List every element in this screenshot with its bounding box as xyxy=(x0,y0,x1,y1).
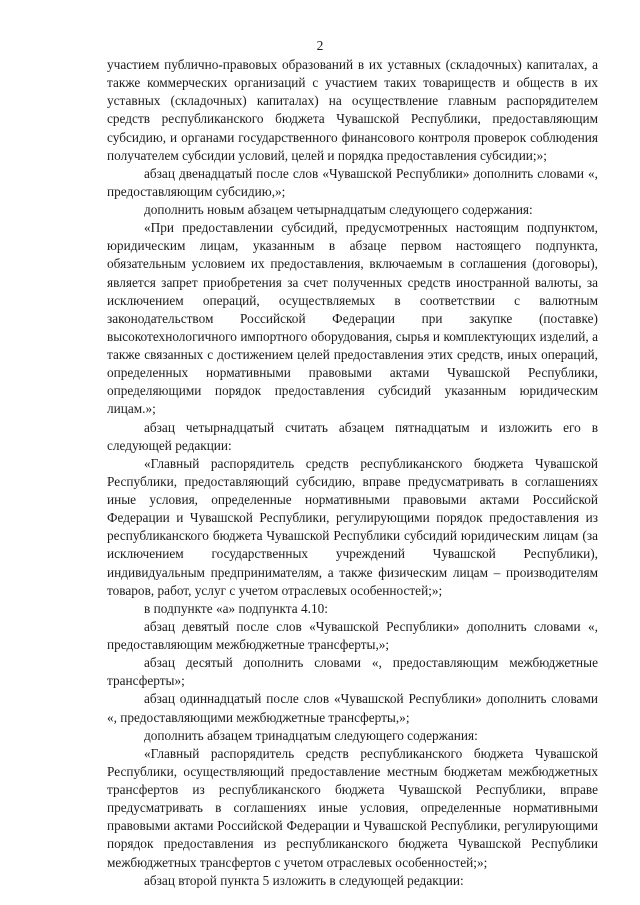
paragraph-continuation: участием публично-правовых образований в их уставных (складочных) капиталах, а также коммерческих организаций с участием таких товариществ и обществ в их уставных (складочных) капиталах) на осуществление главным распорядителем средств республиканского бюджета Чувашской Республики, предоставляющим субсидию, и органами государственного финансового контроля проверок соблюдения получателем субсидии условий, целей и порядка предоставления субсидии;»; xyxy=(107,57,598,163)
paragraph-abzac-9: абзац девятый после слов «Чувашской Республики» дополнить словами «, предоставляющим межбюджетные трансферты,»; xyxy=(107,618,598,652)
document-body xyxy=(107,56,598,890)
paragraph-amendment-abzac-12: абзац двенадцатый после слов «Чувашской Республики» дополнить словами «, предоставляющим субсидию,»; xyxy=(107,165,598,199)
paragraph-quote-subsidies: «При предоставлении субсидий, предусмотренных настоящим подпунктом, юридическим лицам, указанным в абзаце первом настоящего подпункта, обязательным условием их предоставления, включаемым в соглашения (договоры), является запрет приобретения за счет полученных средств иностранной валюты, за исключением операций, осуществляемых в соответствии с валютным законодательством Российской Федерации при закупке (поставке) высокотехнологичного импортного оборудования, сырья и комплектующих изделий, а также связанных с достижением целей предоставления этих средств, иных операций, определенных нормативными правовыми актами Чувашской Республики, определяющими порядок предоставления субсидий указанным юридическим лицам.»; xyxy=(107,220,598,417)
paragraph-abzac-10: абзац десятый дополнить словами «, предоставляющим межбюджетные трансферты»; xyxy=(107,655,598,689)
page-number: 2 xyxy=(316,38,324,53)
paragraph-add-abzac-13: дополнить абзацем тринадцатым следующего содержания: xyxy=(144,727,478,743)
paragraph-add-abzac-14: дополнить новым абзацем четырнадцатым следующего содержания: xyxy=(144,202,533,217)
paragraph-abzac-11: абзац одиннадцатый после слов «Чувашской Республики» дополнить словами «, предоставляющими межбюджетные трансферты,»; xyxy=(107,691,598,725)
paragraph-quote-interbudget: «Главный распорядитель средств республиканского бюджета Чувашской Республики, осуществляющий предоставление местным бюджетам межбюджетных трансфертов из республиканского бюджета Чувашской Республики, вправе предусматривать в соглашениях иные условия, определенные нормативными правовыми актами Российской Федерации и Чувашской Республики, регулирующими порядок предоставления из республиканского бюджета Чувашской Республики межбюджетных трансфертов с учетом отраслевых особенностей;»; xyxy=(107,745,598,870)
paragraph-point-5: абзац второй пункта 5 изложить в следующей редакции: xyxy=(144,872,464,888)
paragraph-quote-main-manager: «Главный распорядитель средств республиканского бюджета Чувашской Республики, предоставляющий субсидию, вправе предусматривать в соглашениях иные условия, определенные нормативными правовыми актами Российской Федерации и Чувашской Республики, регулирующими порядок предоставления из республиканского бюджета Чувашской Республики субсидий юридическим лицам (за исключением государственных учреждений Чувашской Республики), индивидуальным предпринимателям, а также физическим лицам – производителям товаров, работ, услуг с учетом отраслевых особенностей;»; xyxy=(107,455,598,598)
paragraph-subpoint-4-10: в подпункте «а» подпункта 4.10: xyxy=(144,600,328,616)
paragraph-renumber-abzac-14: абзац четырнадцатый считать абзацем пятнадцатым и изложить его в следующей редакции: xyxy=(107,419,598,453)
